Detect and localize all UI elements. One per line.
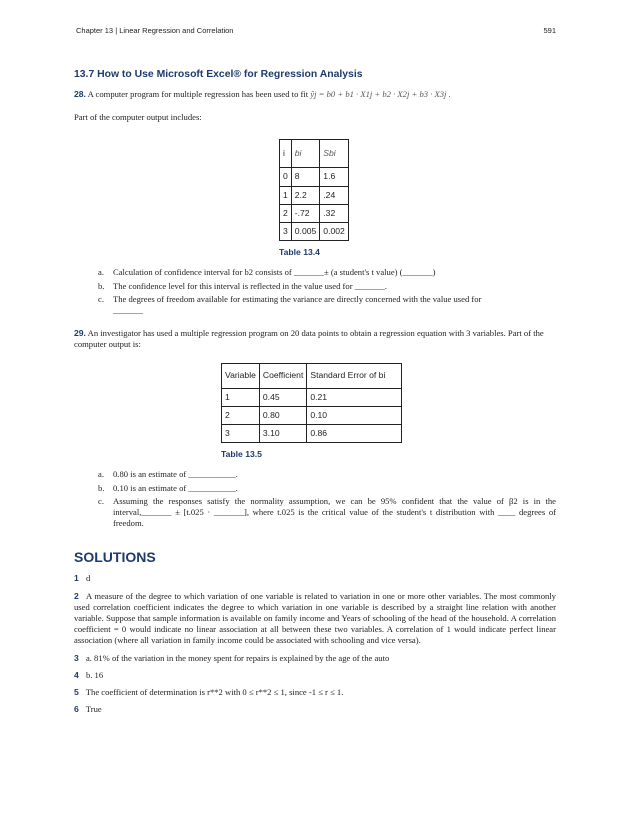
list-item xyxy=(74,496,556,530)
table-row xyxy=(280,204,349,222)
table-cell: 0.86 xyxy=(307,425,402,443)
table-cell: 8 xyxy=(291,168,320,186)
table-cell: 2.2 xyxy=(291,186,320,204)
list-item xyxy=(74,483,556,494)
table-row xyxy=(222,425,402,443)
table-row xyxy=(222,388,402,406)
table-cell: 0.80 xyxy=(259,406,306,424)
answer-blank: _______ xyxy=(113,305,144,316)
table-cell: .24 xyxy=(320,186,349,204)
table-cell: .32 xyxy=(320,204,349,222)
table-cell: 0.45 xyxy=(259,388,306,406)
item-label: b. xyxy=(98,482,105,493)
table-header: bi xyxy=(291,140,320,168)
table-cell: 1 xyxy=(222,388,260,406)
table-cell: -.72 xyxy=(291,204,320,222)
question-text: A computer program for multiple regression has been used to fit xyxy=(87,89,309,99)
table-cell: 3 xyxy=(222,425,260,443)
solution-item xyxy=(74,704,556,715)
question-number: 28. xyxy=(74,89,86,99)
item-text: Calculation of confidence interval for b2 consists of _______± (a student's t value) (_______) xyxy=(113,267,436,278)
table-row xyxy=(280,168,349,186)
table-caption: Table 13.4 xyxy=(279,247,320,258)
solution-text: d xyxy=(85,573,91,584)
list-item xyxy=(74,267,556,278)
question-29-parts xyxy=(74,469,556,529)
coefficient-table xyxy=(279,139,349,241)
section-title: 13.7 How to Use Microsoft Excel® for Regression Analysis xyxy=(74,69,363,80)
regression-output-table xyxy=(221,363,402,444)
solutions-heading: SOLUTIONS xyxy=(74,549,156,566)
list-item xyxy=(74,281,556,292)
table-cell: 1.6 xyxy=(320,168,349,186)
page-content xyxy=(74,68,556,722)
list-item xyxy=(74,294,556,316)
table-cell: 1 xyxy=(280,186,292,204)
item-label: a. xyxy=(98,267,104,278)
table-cell: 0 xyxy=(280,168,292,186)
item-label: b. xyxy=(98,280,105,291)
table-cell: 0.005 xyxy=(291,223,320,241)
solution-number: 4 xyxy=(74,669,79,680)
question-text: An investigator has used a multiple regression program on 20 data points to obtain a regression equation with 3 variables. Part of the computer output is: xyxy=(74,328,544,350)
table-header-row xyxy=(222,363,402,388)
table-header-row xyxy=(280,140,349,168)
item-text: The degrees of freedom available for estimating the variance are directly concerned with the value used for xyxy=(113,293,482,304)
table-caption: Table 13.5 xyxy=(221,449,262,460)
item-label: c. xyxy=(98,293,104,304)
solution-item xyxy=(74,687,556,698)
list-item xyxy=(74,469,556,480)
running-head xyxy=(76,26,556,38)
solution-item xyxy=(74,591,556,647)
table-header: Standard Error of bi xyxy=(307,363,402,388)
solution-number: 2 xyxy=(74,590,79,601)
output-intro: Part of the computer output includes: xyxy=(74,112,202,123)
table-header: Sbi xyxy=(320,140,349,168)
solution-number: 6 xyxy=(74,704,79,715)
table-header: i xyxy=(280,140,292,168)
table-cell: 3 xyxy=(280,223,292,241)
table-row xyxy=(222,406,402,424)
question-28 xyxy=(74,89,556,100)
regression-equation: ŷj = b0 + b1 · X1j + b2 · X2j + b3 · X3j . xyxy=(310,89,451,99)
question-28-parts xyxy=(74,267,556,316)
solution-text: True xyxy=(85,704,102,715)
question-29 xyxy=(74,328,556,350)
table-cell: 0.002 xyxy=(320,223,349,241)
table-cell: 0.10 xyxy=(307,406,402,424)
table-header: Variable xyxy=(222,363,260,388)
table-header: Coefficient xyxy=(259,363,306,388)
chapter-title: Chapter 13 | Linear Regression and Correlation xyxy=(76,26,234,35)
solution-text: a. 81% of the variation in the money spent for repairs is explained by the age of the auto xyxy=(85,652,390,663)
table-cell: 3.10 xyxy=(259,425,306,443)
page-number: 591 xyxy=(543,26,556,35)
solution-text: The coefficient of determination is r**2 with 0 ≤ r**2 ≤ 1, since -1 ≤ r ≤ 1. xyxy=(85,687,344,698)
item-label: a. xyxy=(98,469,104,480)
item-text: Assuming the responses satisfy the normality assumption, we can be 95% confident that the value of β2 is in the interval,_______ ± [t.025 · _______], where t.025 is the critical value of the student's t distribution with ____ degrees of freedom. xyxy=(113,495,556,529)
table-row xyxy=(280,186,349,204)
table-cell: 2 xyxy=(280,204,292,222)
solution-text: A measure of the degree to which variation of one variable is related to variation in one or more other variables. The most commonly used correlation coefficient indicates the degree to which variation in one variable is described by a straight line relation with another variable. Suppose that sample information is available on family income and Years of schooling of the head of the household. A correlation coefficient = 0 would indicate no linear association at all between these two variables. A correlation of 1 would indicate perfect linear association (where all variation in family income could be associated with schooling and vice versa). xyxy=(74,590,556,646)
item-text: 0.10 is an estimate of ___________. xyxy=(113,482,238,493)
item-text: 0.80 is an estimate of ___________. xyxy=(113,469,238,480)
solution-item xyxy=(74,573,556,584)
solution-number: 5 xyxy=(74,687,79,698)
solution-item xyxy=(74,670,556,681)
item-text: The confidence level for this interval is reflected in the value used for _______. xyxy=(113,280,387,291)
table-cell: 0.21 xyxy=(307,388,402,406)
solution-text: b. 16 xyxy=(85,669,104,680)
solution-number: 1 xyxy=(74,573,79,584)
solution-number: 3 xyxy=(74,652,79,663)
item-label: c. xyxy=(98,495,104,506)
table-cell: 2 xyxy=(222,406,260,424)
table-row xyxy=(280,223,349,241)
solution-item xyxy=(74,653,556,664)
question-number: 29. xyxy=(74,328,86,339)
